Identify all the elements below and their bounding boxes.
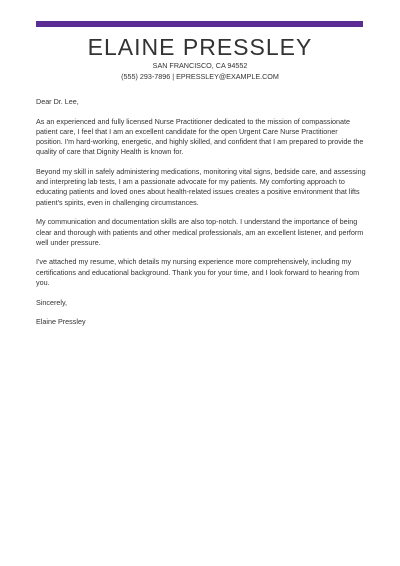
applicant-address: SAN FRANCISCO, CA 94552: [152, 61, 248, 70]
applicant-phone-email: (555) 293-7896 | EPRESSLEY@EXAMPLE.COM: [121, 72, 279, 81]
letter-paragraph-4: I've attached my resume, which details my nursing experience more comprehensively, including my certifications and educational background. Thank you for your time, and I look forward to hearing from you.: [36, 257, 360, 287]
letter-salutation: Dear Dr. Lee,: [36, 97, 79, 106]
letter-signature: Elaine Pressley: [36, 316, 86, 326]
letter-paragraph-2: Beyond my skill in safely administering medications, monitoring vital signs, bedside care, and assessing and interpreting lab tests, I am a passionate advocate for my patients. My comforting approach to educating patients and loved ones about health-related issues creates a positive environment that lifts patient's spirits, even in challenging circumstances.: [36, 167, 366, 207]
letter-closing: Sincerely,: [36, 297, 68, 307]
letter-paragraph-3: My communication and documentation skills are also top-notch. I understand the importance of being clear and thorough with patients and other medical professionals, am an excellent listener, and perform well under pressure.: [36, 217, 364, 247]
letter-body: [36, 97, 366, 336]
header-accent-bar: [36, 21, 363, 27]
applicant-name: ELAINE PRESSLEY: [87, 34, 313, 60]
letter-paragraph-1: As an experienced and fully licensed Nurse Practitioner dedicated to the mission of compassionate patient care, I feel that I am an excellent candidate for the open Urgent Care Nurse Practitioner position. I'm hard-working, energetic, and highly skilled, and confident that I am prepared to provide the quality of care that Dignity Health is known for.: [36, 116, 364, 157]
